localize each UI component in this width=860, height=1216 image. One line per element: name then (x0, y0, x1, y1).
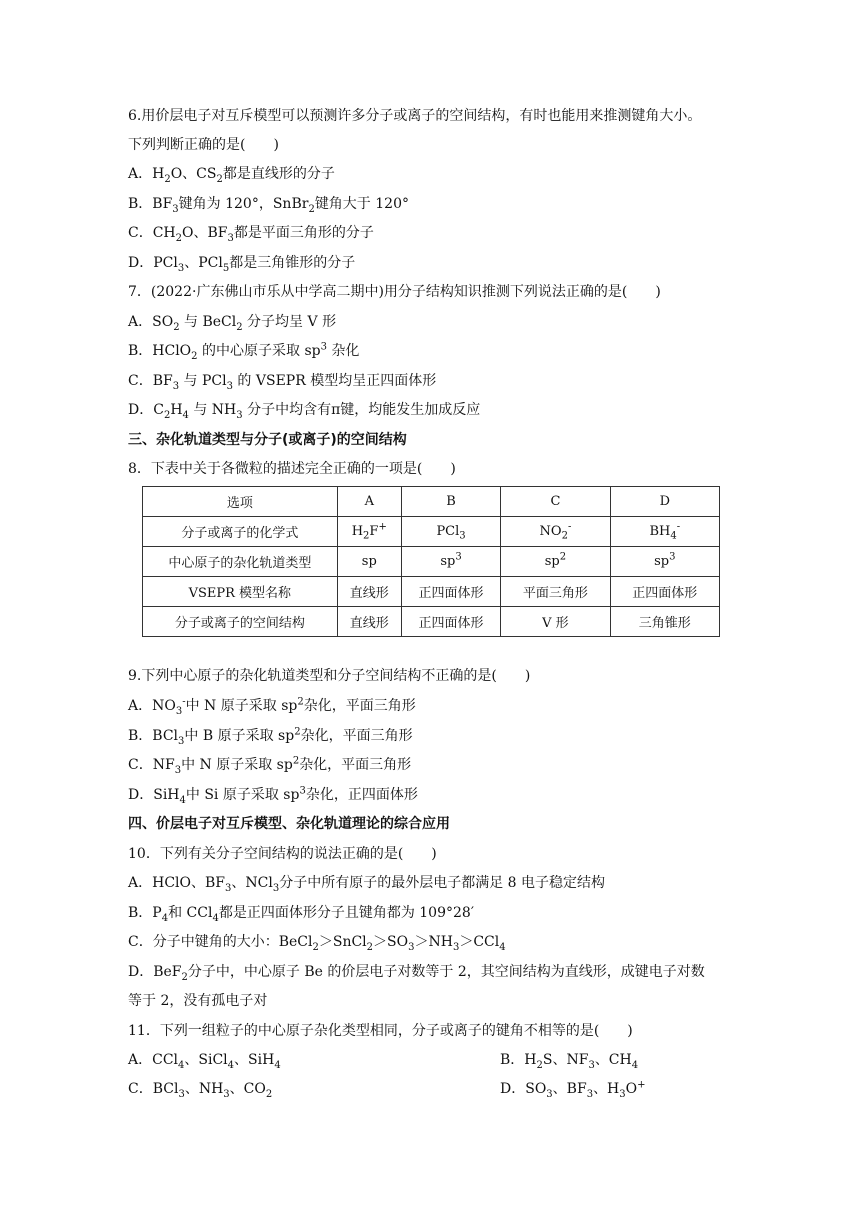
q6-option-b: B．$BF_3$键角为 120°，SnBr$_2$键角大于 120° (128, 196, 409, 215)
table-row (143, 547, 720, 577)
table-cell: $H_2F^+$ (337, 517, 401, 547)
q11-options-row2 (128, 1079, 646, 1100)
table-cell: 选项 (143, 487, 338, 517)
q9-option-a: A．$NO_3^-$中 N 原子采取 $sp^2$杂化，平面三角形 (128, 696, 416, 717)
q7-option-b: B．HClO$_2$ 的中心原子采取 $sp^3$ 杂化 (128, 341, 360, 362)
table-cell: sp (337, 547, 401, 577)
q7-stem: 7．(2022·广东佛山市乐从中学高二期中)用分子结构知识推测下列说法正确的是( ) (128, 284, 661, 300)
q11-options-row1 (128, 1051, 639, 1071)
q8-table (142, 486, 720, 637)
table-row (143, 607, 720, 637)
table-cell: 直线形 (337, 577, 401, 607)
q7-option-a: A．$SO_2$ 与 BeCl$_2$ 分子均呈 V 形 (128, 314, 337, 333)
table-row (143, 577, 720, 607)
section-4-heading: 四、价层电子对互斥模型、杂化轨道理论的综合应用 (128, 816, 450, 832)
table-cell: $BH_4^-$ (610, 517, 719, 547)
q6-stem-line1: 6.用价层电子对互斥模型可以预测许多分子或离子的空间结构，有时也能用来推测键角大小。 (128, 108, 702, 124)
table-cell: 分子或离子的化学式 (143, 517, 338, 547)
table-cell: 分子或离子的空间结构 (143, 607, 338, 637)
q9-option-b: B．BCl$_3$中 B 原子采取 $sp^2$杂化，平面三角形 (128, 726, 413, 747)
table-cell: D (610, 487, 719, 517)
q9-option-d: D．SiH$_4$中 Si 原子采取 $sp^3$杂化，正四面体形 (128, 785, 418, 806)
q9-option-c: C．$NF_3$中 N 原子采取 $sp^2$杂化，平面三角形 (128, 755, 412, 776)
q11-option-d: D．$SO_3$、$BF_3$、$H_3O^+$ (500, 1079, 646, 1100)
q8-stem: 8．下表中关于各微粒的描述完全正确的一项是( ) (128, 461, 456, 477)
q6-option-a: A．$H_2O$、$CS_2$都是直线形的分子 (128, 166, 335, 185)
table-cell: $sp^3$ (610, 547, 719, 577)
table-cell: C (501, 487, 610, 517)
q6-option-c: C．$CH_2O$、$BF_3$都是平面三角形的分子 (128, 225, 374, 244)
q10-option-d-line2: 等于 2，没有孤电子对 (128, 993, 268, 1009)
table-cell: $NO_2^-$ (501, 517, 610, 547)
q11-stem: 11．下列一组粒子的中心原子杂化类型相同，分子或离子的键角不相等的是( ) (128, 1023, 633, 1039)
q10-option-a: A．HClO、$BF_3$、NCl$_3$分子中所有原子的最外层电子都满足 8 电子稳定结构 (128, 875, 606, 894)
table-row (143, 517, 720, 547)
table-cell: A (337, 487, 401, 517)
q11-option-b: B．$H_2S$、$NF_3$、$CH_4$ (500, 1052, 639, 1071)
table-cell: 正四面体形 (401, 577, 500, 607)
q10-stem: 10．下列有关分子空间结构的说法正确的是( ) (128, 846, 437, 862)
table-cell: 平面三角形 (501, 577, 610, 607)
table-cell: 中心原子的杂化轨道类型 (143, 547, 338, 577)
section-3-heading: 三、杂化轨道类型与分子(或离子)的空间结构 (128, 432, 407, 448)
table-row (143, 487, 720, 517)
q7-option-c: C．$BF_3$ 与 PCl$_3$ 的 VSEPR 模型均呈正四面体形 (128, 373, 437, 392)
table-cell: B (401, 487, 500, 517)
q6-stem-line2: 下列判断正确的是( ) (128, 137, 279, 153)
q11-option-c: C．BCl$_3$、$NH_3$、$CO_2$ (128, 1081, 273, 1100)
table-cell: V 形 (501, 607, 610, 637)
table-cell: $sp^3$ (401, 547, 500, 577)
q11-option-a: A．CCl$_4$、SiCl$_4$、SiH$_4$ (128, 1052, 281, 1071)
table-cell: 正四面体形 (401, 607, 500, 637)
table-cell: 三角锥形 (610, 607, 719, 637)
q10-option-c: C．分子中键角的大小：$BeCl_2>SnCl_2>SO_3>NH_3>CCl_4$ (128, 934, 506, 953)
table-cell: 直线形 (337, 607, 401, 637)
q10-option-b: B．$P_4$和 CCl$_4$都是正四面体形分子且键角都为 109°28′ (128, 905, 474, 924)
table-cell: PCl$_3$ (401, 517, 500, 547)
q9-stem: 9.下列中心原子的杂化轨道类型和分子空间结构不正确的是( ) (128, 668, 531, 684)
table-cell: 正四面体形 (610, 577, 719, 607)
table-cell: $sp^2$ (501, 547, 610, 577)
q10-option-d-line1: D．BeF$_2$分子中，中心原子 Be 的价层电子对数等于 2，其空间结构为直线形，成键电子对数 (128, 964, 705, 983)
q6-option-d: D．PCl$_3$、PCl$_5$都是三角锥形的分子 (128, 255, 356, 274)
q7-option-d: D．$C_2H_4$ 与 $NH_3$ 分子中均含有π键，均能发生加成反应 (128, 402, 481, 421)
table-cell: VSEPR 模型名称 (143, 577, 338, 607)
